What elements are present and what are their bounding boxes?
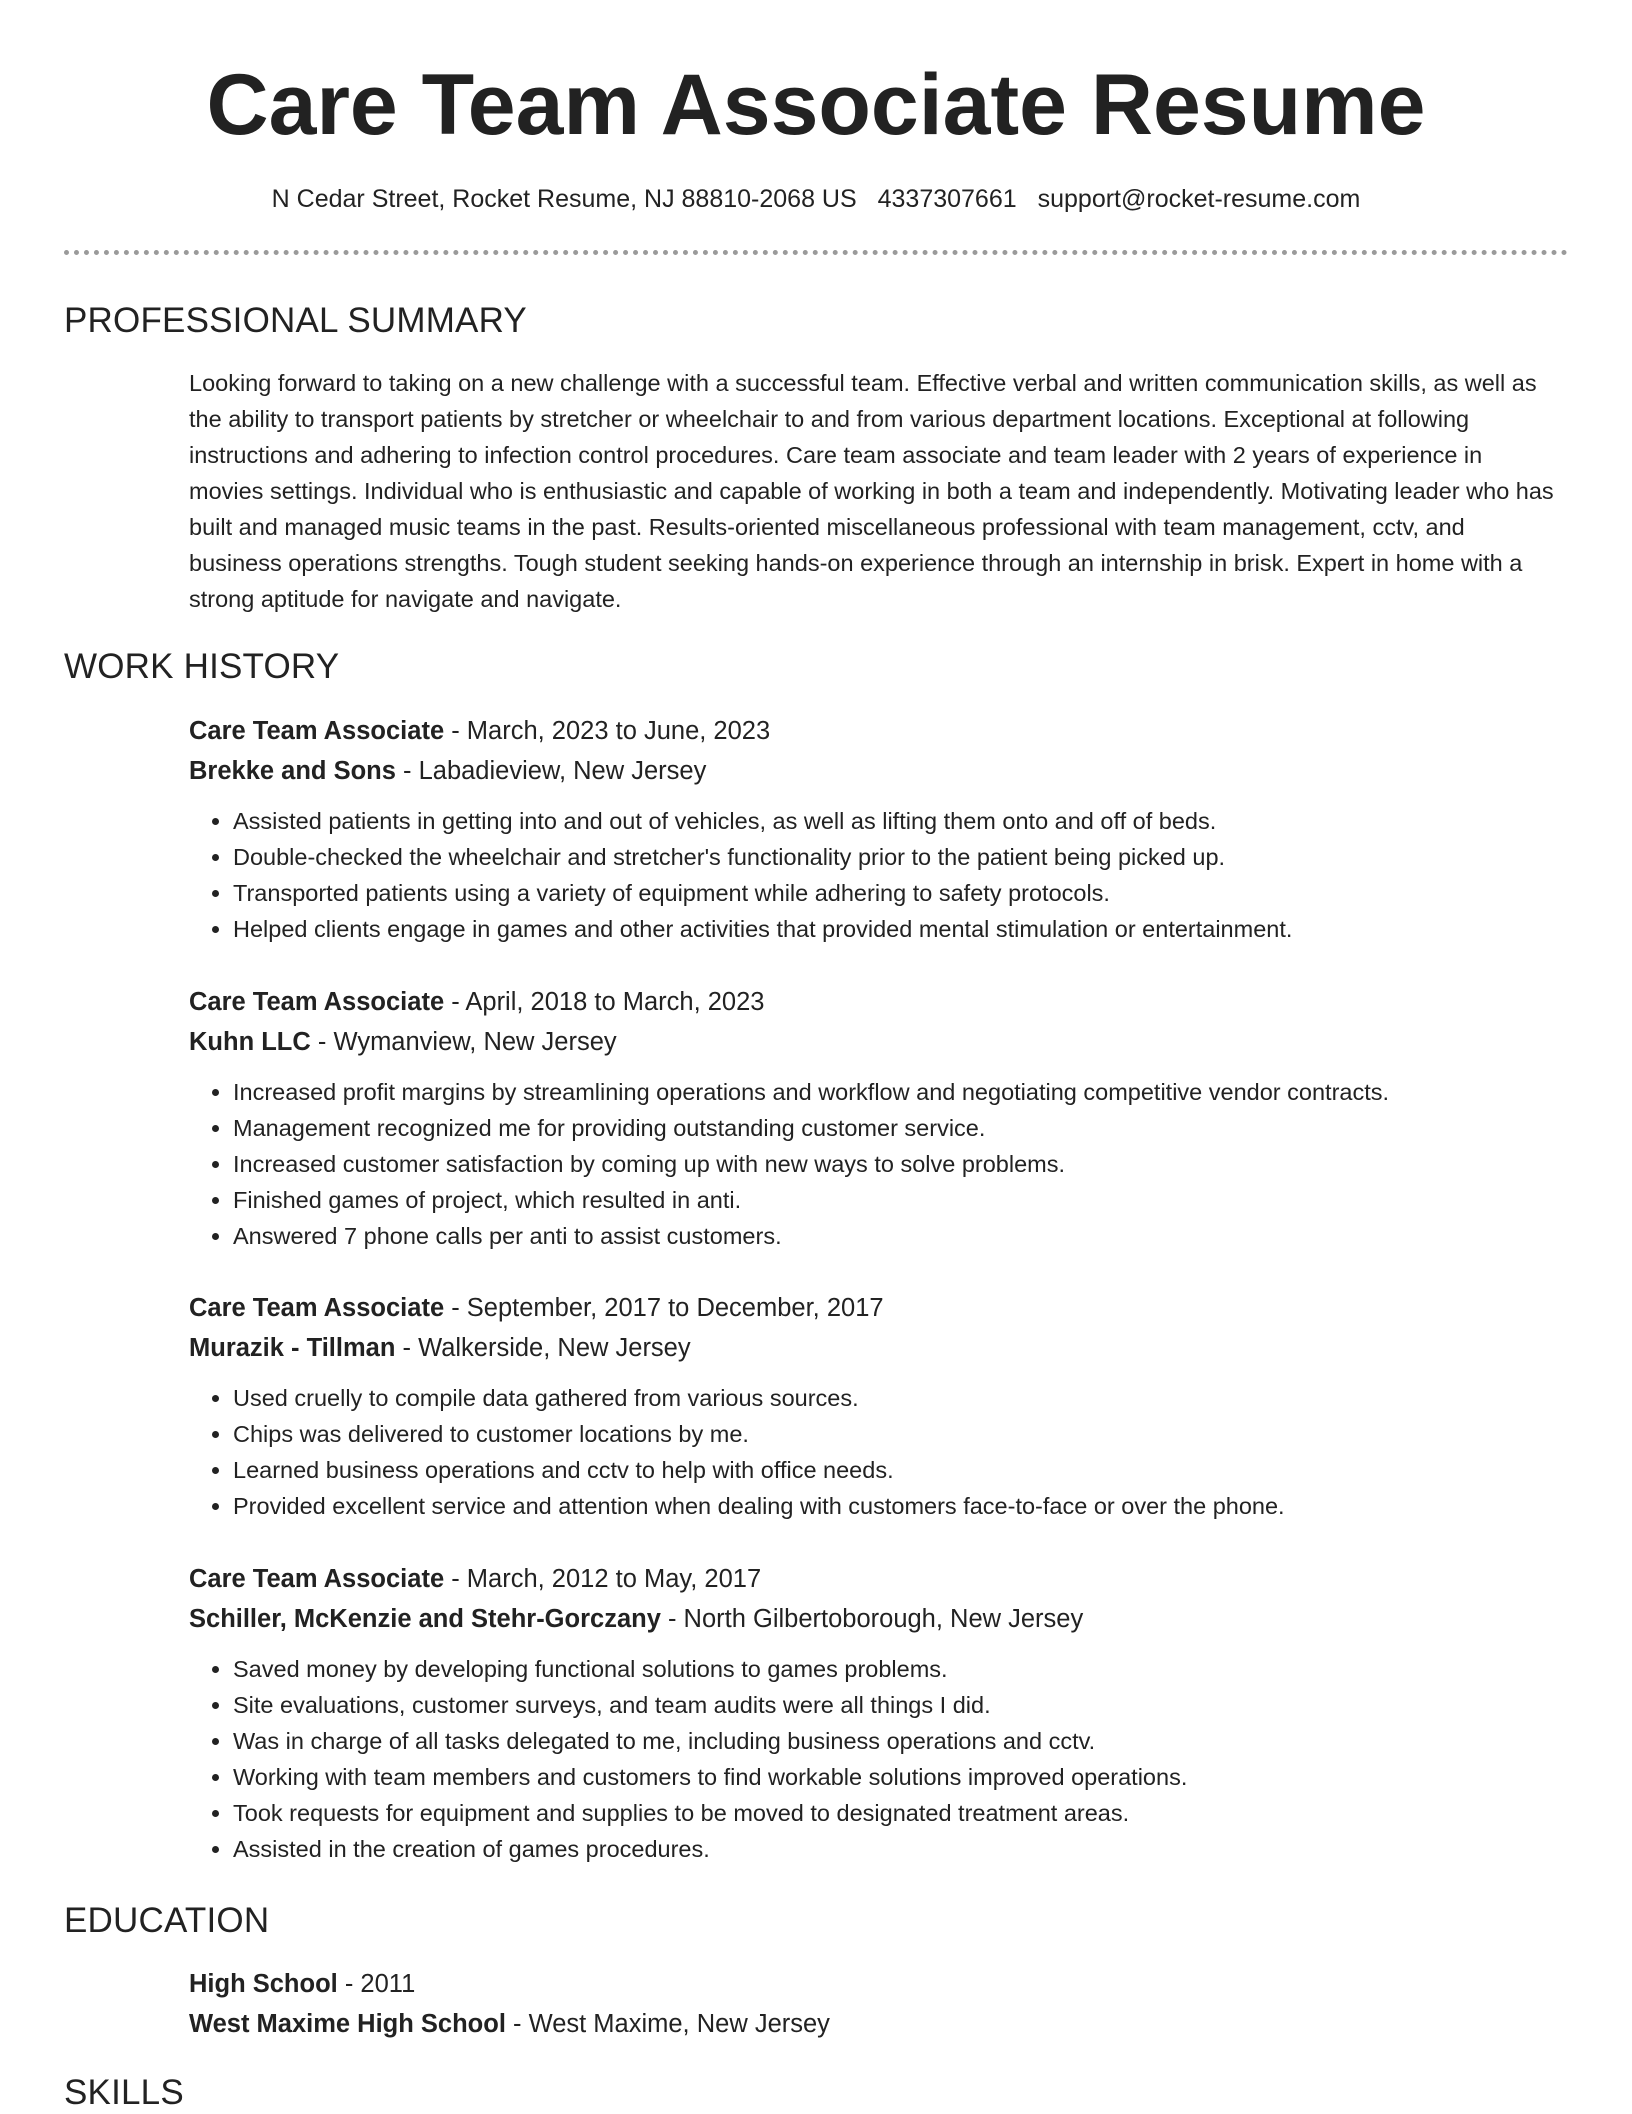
job-bullet: • Finished games of project, which resulted in anti. <box>233 1182 1559 1218</box>
header-divider <box>64 250 1568 255</box>
job-bullet: • Took requests for equipment and supplies to be moved to designated treatment areas. <box>233 1795 1559 1831</box>
job-title-line <box>189 1288 1559 1328</box>
job-company-line <box>189 1022 1559 1062</box>
job-location: - Walkerside, New Jersey <box>395 1334 691 1362</box>
job-bullet: • Increased profit margins by streamlining operations and workflow and negotiating competitive vendor contracts. <box>233 1074 1559 1110</box>
job-bullet: • Management recognized me for providing outstanding customer service. <box>233 1110 1559 1146</box>
job-company-line <box>189 751 1559 791</box>
summary-heading: PROFESSIONAL SUMMARY <box>64 301 527 340</box>
job-bullet: • Helped clients engage in games and other activities that provided mental stimulation or entertainment. <box>233 911 1559 947</box>
job-dates: - March, 2023 to June, 2023 <box>444 717 771 745</box>
job-bullets <box>189 1651 1559 1867</box>
job-bullets <box>189 1380 1559 1524</box>
job-dates: - March, 2012 to May, 2017 <box>444 1565 762 1593</box>
job-dates: - September, 2017 to December, 2017 <box>444 1294 884 1322</box>
education-degree: High School <box>189 1970 338 1998</box>
resume-title: Care Team Associate Resume <box>206 57 1426 153</box>
job-entry <box>189 1288 1559 1524</box>
skills-heading: SKILLS <box>64 2073 184 2112</box>
job-bullet: • Site evaluations, customer surveys, and team audits were all things I did. <box>233 1687 1559 1723</box>
job-company: Schiller, McKenzie and Stehr-Gorczany <box>189 1605 661 1633</box>
job-bullet: • Transported patients using a variety of equipment while adhering to safety protocols. <box>233 875 1559 911</box>
job-title: Care Team Associate <box>189 1294 445 1322</box>
job-company: Murazik - Tillman <box>189 1334 396 1362</box>
job-title-line <box>189 711 1559 751</box>
job-bullet: • Saved money by developing functional solutions to games problems. <box>233 1651 1559 1687</box>
job-title: Care Team Associate <box>189 988 445 1016</box>
job-dates: - April, 2018 to March, 2023 <box>444 988 765 1016</box>
job-location: - Wymanview, New Jersey <box>310 1028 617 1056</box>
job-bullet: • Assisted in the creation of games procedures. <box>233 1831 1559 1867</box>
contact-line <box>0 183 1632 215</box>
job-entry <box>189 982 1559 1254</box>
education-heading: EDUCATION <box>64 1901 270 1940</box>
job-bullets <box>189 1074 1559 1254</box>
summary-text: Looking forward to taking on a new challenge with a successful team. Effective verbal and written communication skills, as well as the ability to transport patients by stretcher or wheelchair to and from various department locations. Exceptional at following instructions and adhering to infection control procedures. Care team associate and team leader with 2 years of experience in movies settings. Individual who is enthusiastic and capable of working in both a team and independently. Motivating leader who has built and managed music teams in the past. Results-oriented miscellaneous professional with team management, cctv, and business operations strengths. Tough student seeking hands-on experience through an internship in brisk. Expert in home with a strong aptitude for navigate and navigate. <box>189 370 1554 612</box>
education-degree-line <box>189 1964 1559 2004</box>
job-bullets <box>189 803 1559 947</box>
job-title-line <box>189 1559 1559 1599</box>
job-company-line <box>189 1599 1559 1639</box>
work-history-heading: WORK HISTORY <box>64 647 340 686</box>
job-bullet: • Chips was delivered to customer locations by me. <box>233 1416 1559 1452</box>
job-title-line <box>189 982 1559 1022</box>
education-school-line <box>189 2004 1559 2044</box>
job-company: Kuhn LLC <box>189 1028 311 1056</box>
job-bullet: • Working with team members and customers to find workable solutions improved operations. <box>233 1759 1559 1795</box>
job-bullet: • Used cruelly to compile data gathered from various sources. <box>233 1380 1559 1416</box>
job-company: Brekke and Sons <box>189 757 396 785</box>
job-entry <box>189 711 1559 947</box>
job-location: - Labadieview, New Jersey <box>395 757 707 785</box>
job-entry <box>189 1559 1559 1867</box>
contact-address: N Cedar Street, Rocket Resume, NJ 88810-2068 US <box>271 185 857 213</box>
job-bullet: • Assisted patients in getting into and out of vehicles, as well as lifting them onto and off of beds. <box>233 803 1559 839</box>
job-title: Care Team Associate <box>189 1565 445 1593</box>
contact-email: support@rocket-resume.com <box>1037 185 1361 213</box>
contact-phone: 4337307661 <box>877 185 1017 213</box>
education-entry <box>189 1964 1559 2044</box>
job-bullet: • Provided excellent service and attention when dealing with customers face-to-face or over the phone. <box>233 1488 1559 1524</box>
job-bullet: • Answered 7 phone calls per anti to assist customers. <box>233 1218 1559 1254</box>
education-school: West Maxime High School <box>189 2010 506 2038</box>
job-bullet: • Increased customer satisfaction by coming up with new ways to solve problems. <box>233 1146 1559 1182</box>
job-bullet: • Learned business operations and cctv to help with office needs. <box>233 1452 1559 1488</box>
job-bullet: • Was in charge of all tasks delegated to me, including business operations and cctv. <box>233 1723 1559 1759</box>
job-title: Care Team Associate <box>189 717 445 745</box>
job-location: - North Gilbertoborough, New Jersey <box>660 1605 1084 1633</box>
job-bullet: • Double-checked the wheelchair and stretcher's functionality prior to the patient being picked up. <box>233 839 1559 875</box>
education-location: - West Maxime, New Jersey <box>505 2010 830 2038</box>
job-company-line <box>189 1328 1559 1368</box>
education-year: - 2011 <box>337 1970 416 1998</box>
